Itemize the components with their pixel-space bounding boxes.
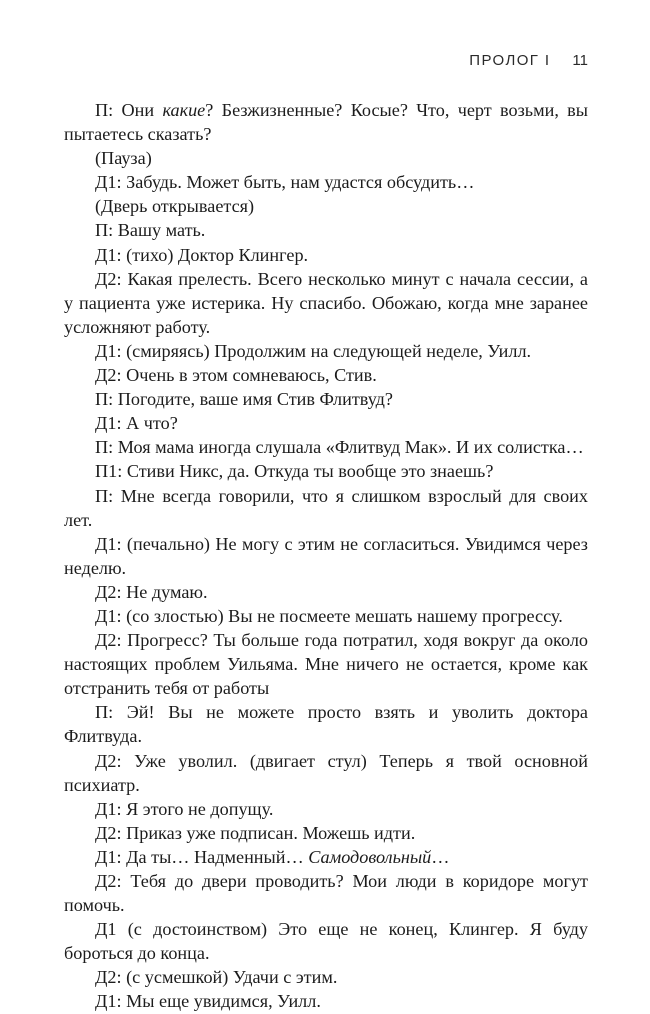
dialogue-line xyxy=(64,628,588,700)
dialogue-line xyxy=(64,989,588,1013)
dialogue-line xyxy=(64,821,588,845)
line-text: П: Эй! Вы не можете просто взять и уволить доктора Флитвуда. xyxy=(64,702,588,747)
line-text: П: Мне всегда говорили, что я слишком взрослый для своих лет. xyxy=(64,485,588,530)
line-text: Д2: Уже уволил. (двигает стул) Теперь я твой основной психиатр. xyxy=(64,750,588,795)
dialogue-line xyxy=(64,604,588,628)
line-text: Д2: Прогресс? Ты больше года потратил, ходя вокруг да около настоящих проблем Уильяма. Мне ничего не остается, кроме как отстранить тебя от работы xyxy=(64,630,588,699)
line-text: Д1: Мы еще увидимся, Уилл. xyxy=(95,991,321,1012)
emphasis-text: какие xyxy=(162,100,206,120)
line-text: … xyxy=(431,846,450,867)
dialogue-line xyxy=(64,339,588,363)
dialogue-line xyxy=(64,580,588,604)
dialogue-line xyxy=(64,170,588,194)
dialogue-line xyxy=(64,363,588,387)
dialogue-line xyxy=(64,797,588,821)
line-text: Д1: А что? xyxy=(95,413,178,434)
dialogue-line xyxy=(64,267,588,339)
dialogue-line xyxy=(64,194,588,218)
dialogue-line xyxy=(64,965,588,989)
line-text: (Пауза) xyxy=(95,148,152,169)
dialogue-line xyxy=(64,749,588,797)
chapter-title: ПРОЛОГ I xyxy=(469,52,551,69)
running-head xyxy=(469,52,588,69)
line-text: Д1: Я этого не допущу. xyxy=(95,798,274,819)
dialogue-line xyxy=(64,218,588,242)
line-text: (Дверь открывается) xyxy=(95,196,255,217)
line-text: Д2: Тебя до двери проводить? Мои люди в коридоре могут помочь. xyxy=(64,871,588,916)
dialogue-line xyxy=(64,411,588,435)
line-text: Д1 (с достоинством) Это еще не конец, Клингер. Я буду бороться до конца. xyxy=(64,919,588,964)
line-text: Д1: (со злостью) Вы не посмеете мешать нашему прогрессу. xyxy=(95,605,563,626)
line-text: П: Они xyxy=(95,100,163,120)
dialogue-line xyxy=(64,917,588,965)
dialogue-line xyxy=(64,532,588,580)
dialogue-line xyxy=(64,146,588,170)
dialogue-line xyxy=(64,459,588,483)
line-text: П: Вашу мать. xyxy=(95,220,206,241)
line-text: Д1: Да ты… Надменный… xyxy=(95,846,309,867)
line-text: П: Моя мама иногда слушала «Флитвуд Мак». И их солистка… xyxy=(95,437,584,458)
line-text: ? Безжизненные? Косые? Что, черт возьми, вы пытаетесь сказать? xyxy=(64,100,588,145)
dialogue-line xyxy=(64,243,588,267)
dialogue-line xyxy=(64,98,588,146)
line-text: Д1: (тихо) Доктор Клингер. xyxy=(95,244,309,265)
line-text: Д2: Не думаю. xyxy=(95,581,208,602)
dialogue-line xyxy=(64,387,588,411)
dialogue-line xyxy=(64,435,588,459)
emphasis-text: Самодовольный xyxy=(308,846,432,867)
dialogue-line xyxy=(64,700,588,748)
dialogue-line xyxy=(64,869,588,917)
dialogue-text xyxy=(64,98,588,1014)
line-text: Д1: (смиряясь) Продолжим на следующей неделе, Уилл. xyxy=(95,340,532,361)
line-text: П: Погодите, ваше имя Стив Флитвуд? xyxy=(95,389,394,410)
line-text: Д2: Какая прелесть. Всего несколько минут с начала сессии, а у пациента уже истерика. Ну спасибо. Обожаю, когда мне заранее усложняют работу. xyxy=(64,268,588,337)
line-text: Д2: (с усмешкой) Удачи с этим. xyxy=(95,967,338,988)
line-text: П1: Стиви Никс, да. Откуда ты вообще это знаешь? xyxy=(95,461,494,482)
line-text: Д2: Приказ уже подписан. Можешь идти. xyxy=(95,822,416,843)
dialogue-line xyxy=(64,484,588,532)
dialogue-line xyxy=(64,845,588,869)
line-text: Д1: (печально) Не могу с этим не согласиться. Увидимся через неделю. xyxy=(64,533,588,578)
page-number: 11 xyxy=(572,52,588,69)
line-text: Д2: Очень в этом сомневаюсь, Стив. xyxy=(95,365,377,386)
line-text: Д1: Забудь. Может быть, нам удастся обсудить… xyxy=(95,172,475,193)
